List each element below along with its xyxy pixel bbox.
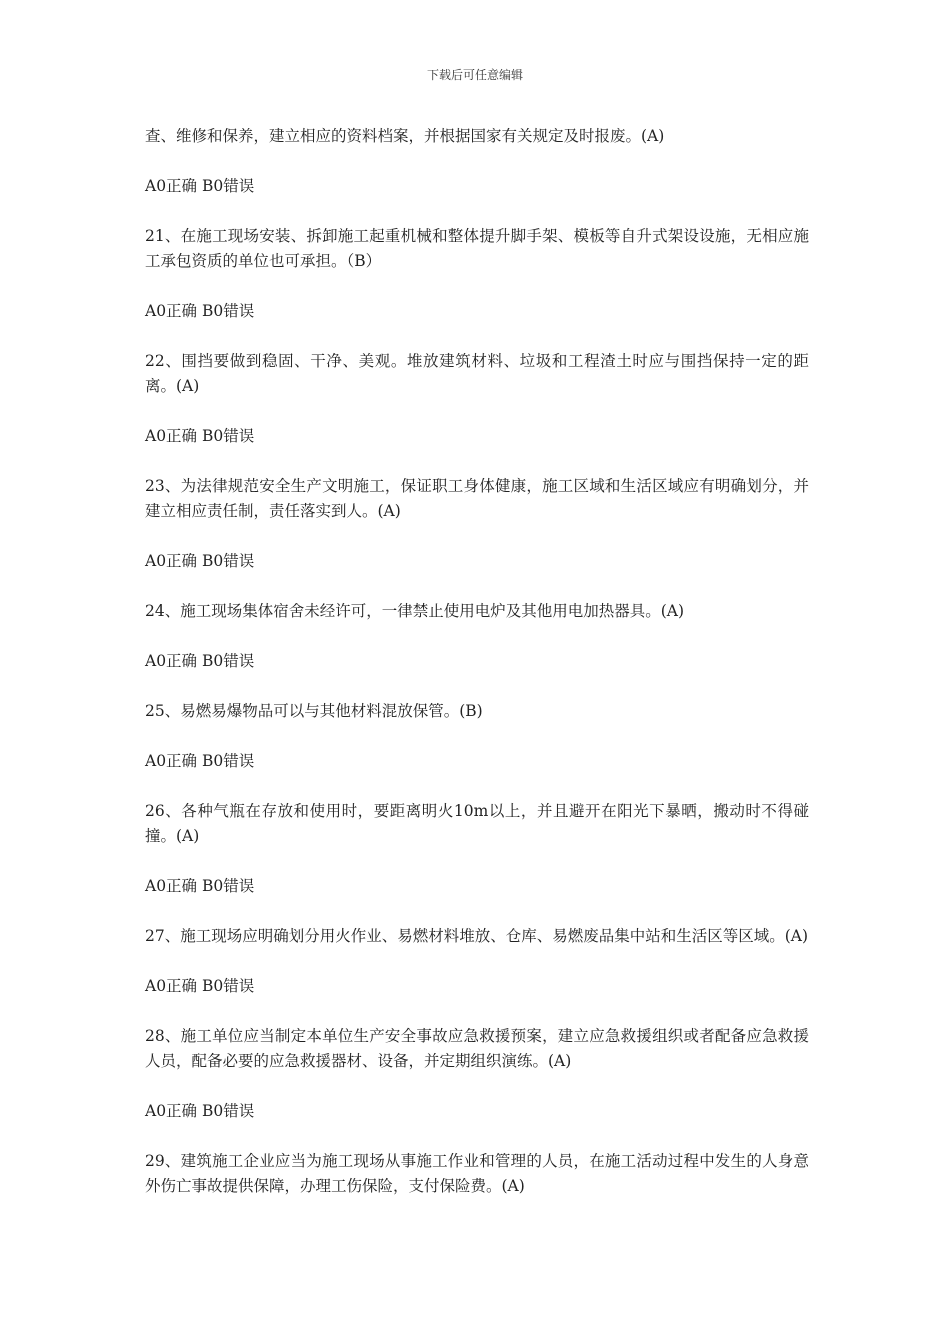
- answer-options: A0正确 B0错误: [145, 552, 255, 570]
- question-23: 23、为法律规范安全生产文明施工，保证职工身体健康，施工区域和生活区域应有明确划分，并建立相应责任制，责任落实到人。(A): [145, 477, 809, 520]
- question-25: 25、易燃易爆物品可以与其他材料混放保管。(B): [145, 702, 483, 720]
- answer-options: A0正确 B0错误: [145, 752, 255, 770]
- answer-options: A0正确 B0错误: [145, 302, 255, 320]
- continuation-paragraph: 查、维修和保养，建立相应的资料档案，并根据国家有关规定及时报废。(A): [145, 127, 665, 145]
- question-26: 26、各种气瓶在存放和使用时，要距离明火10m以上，并且避开在阳光下暴晒，搬动时不得碰撞。(A): [145, 802, 809, 845]
- question-22: 22、围挡要做到稳固、干净、美观。堆放建筑材料、垃圾和工程渣土时应与围挡保持一定的距离。(A): [145, 352, 809, 395]
- document-body: [145, 124, 809, 1224]
- answer-options: A0正确 B0错误: [145, 1102, 255, 1120]
- question-21: 21、在施工现场安装、拆卸施工起重机械和整体提升脚手架、模板等自升式架设设施，无相应施工承包资质的单位也可承担。（B）: [145, 227, 809, 270]
- answer-options: A0正确 B0错误: [145, 177, 255, 195]
- answer-options: A0正确 B0错误: [145, 427, 255, 445]
- page-header: 下载后可任意编辑: [426, 68, 523, 82]
- answer-options: A0正确 B0错误: [145, 977, 255, 995]
- question-28: 28、施工单位应当制定本单位生产安全事故应急救援预案，建立应急救援组织或者配备应急救援人员，配备必要的应急救援器材、设备，并定期组织演练。(A): [145, 1027, 809, 1070]
- question-29: 29、建筑施工企业应当为施工现场从事施工作业和管理的人员，在施工活动过程中发生的人身意外伤亡事故提供保障，办理工伤保险，支付保险费。(A): [145, 1152, 809, 1195]
- answer-options: A0正确 B0错误: [145, 652, 255, 670]
- question-24: 24、施工现场集体宿舍未经许可，一律禁止使用电炉及其他用电加热器具。(A): [145, 602, 685, 620]
- answer-options: A0正确 B0错误: [145, 877, 255, 895]
- question-27: 27、施工现场应明确划分用火作业、易燃材料堆放、仓库、易燃废品集中站和生活区等区域。(A): [145, 927, 809, 945]
